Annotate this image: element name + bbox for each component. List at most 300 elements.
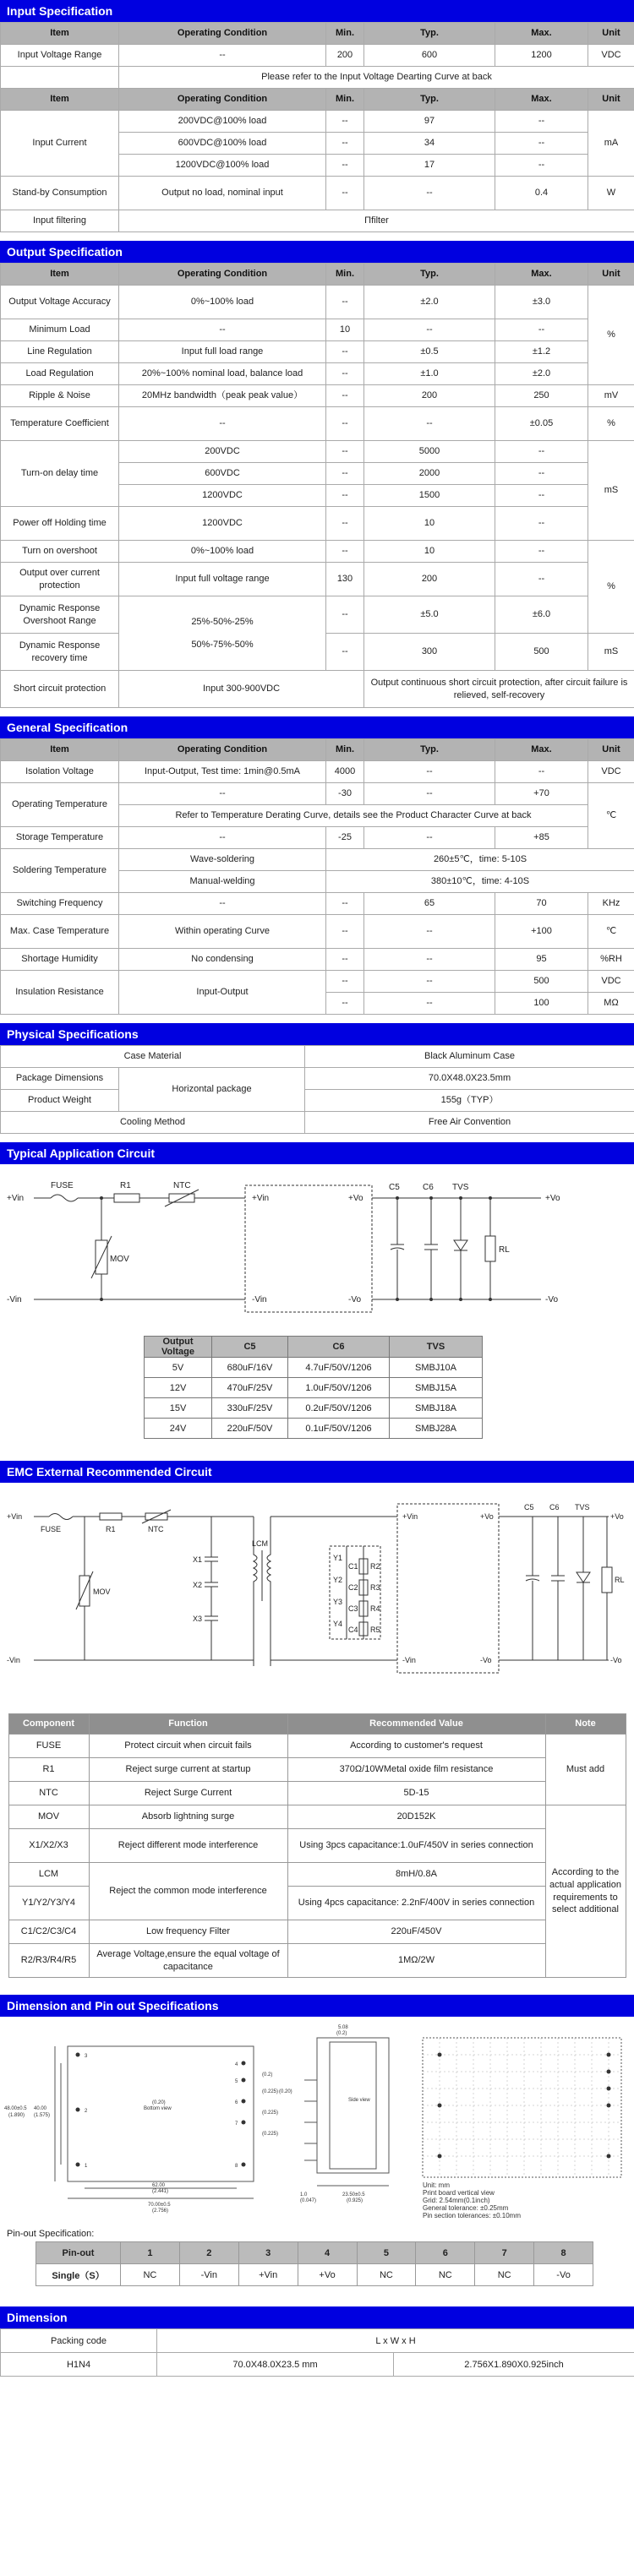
cell: mA [588,111,634,177]
cell: ±2.0 [364,286,495,319]
cell: Input filtering [1,210,119,232]
cell: -- [495,541,588,563]
th-output-voltage: Output Voltage [145,1337,212,1358]
label-r4: R4 [370,1604,380,1613]
cell: 3 [238,2242,298,2264]
cell: -- [495,319,588,341]
cell: -25 [326,827,364,849]
cell: -- [119,407,326,441]
label-module-vo-n: -Vo [480,1656,492,1664]
cell: Must add [545,1735,626,1805]
cell: ±0.5 [364,341,495,363]
table-row [1,596,634,634]
cell: 8mH/0.8A [287,1863,545,1887]
th-max: Max. [495,739,588,761]
cell: -Vin [179,2264,238,2286]
cell: 155g（TYP） [305,1090,634,1112]
cell: 20%~100% nominal load, balance load [119,363,326,385]
cell: 200VDC@100% load [119,111,326,133]
cell: 4000 [326,761,364,783]
dim-text: 62.00 [152,2183,166,2188]
dim-text: (0.2) [336,2031,347,2036]
cell: ±0.05 [495,407,588,441]
table-row [8,1805,626,1829]
cell: +Vo [298,2264,357,2286]
table-header-row [1,89,634,111]
th-typ: Typ. [364,264,495,286]
cell: mS [588,634,634,671]
cell: MΩ [588,993,634,1015]
table-row [1,441,634,463]
cell: NTC [8,1782,89,1805]
cell: NC [357,2264,416,2286]
cell: NC [121,2264,180,2286]
cell: Horizontal package [119,1068,305,1112]
cell: Stand-by Consumption [1,177,119,210]
section-output-title: Output Specification [0,241,634,263]
cell: Absorb lightning surge [89,1805,287,1829]
label-c3: C3 [348,1604,358,1613]
table-row [1,671,634,708]
cell: -- [326,133,364,155]
cell: -- [364,319,495,341]
cell: -- [364,827,495,849]
label-y3: Y3 [333,1598,343,1606]
cell: ±2.0 [495,363,588,385]
label-r2: R2 [370,1562,380,1571]
cell: 200 [364,563,495,596]
cell: VDC [588,761,634,783]
th-max: Max. [495,23,588,45]
cell: Operating Temperature [1,783,119,827]
cell: FUSE [8,1735,89,1758]
label-vin-n: -Vin [7,1295,22,1304]
th-typ: Typ. [364,739,495,761]
general-spec-table [0,738,634,1015]
table-row [1,45,634,67]
cell: -- [119,319,326,341]
dim-text: 48.00±0.5 [4,2106,27,2111]
label-c6: C6 [549,1503,560,1511]
dim-text: (0.20) [152,2100,166,2105]
cell: Average Voltage,ensure the equal voltage of capacitance [89,1944,287,1978]
cell: 200 [326,45,364,67]
cell: -- [326,463,364,485]
cell: Input 300-900VDC [119,671,364,708]
cell: LCM [8,1863,89,1887]
table-row [1,1068,634,1090]
cell: 0.2uF/50V/1206 [288,1398,390,1419]
cell: Free Air Convention [305,1112,634,1134]
cell: Storage Temperature [1,827,119,849]
table-row [8,1944,626,1978]
cell: 1.0uF/50V/1206 [288,1378,390,1398]
table-header-row [8,1714,626,1735]
th-typ: Typ. [364,89,495,111]
cell: VDC [588,45,634,67]
section-general-title: General Specification [0,716,634,738]
cell: 8 [534,2242,593,2264]
pin-label: 5 [235,2079,238,2084]
cell: 130 [326,563,364,596]
cell: 7 [475,2242,534,2264]
section-dimension-title: Dimension [0,2306,634,2328]
cell: -- [495,463,588,485]
label-rl: RL [615,1576,625,1584]
table-row [1,507,634,541]
table-header-row [1,739,634,761]
cell: 17 [364,155,495,177]
cell: According to the actual application requirements to select additional [545,1805,626,1978]
cell: 470uF/25V [212,1378,288,1398]
th-unit: Unit [588,739,634,761]
th-note: Note [545,1714,626,1735]
cell: 24V [145,1419,212,1439]
table-row [1,949,634,971]
cell: L x W x H [157,2329,634,2353]
cell: 1200VDC [119,485,326,507]
cell: 100 [495,993,588,1015]
label-ntc: NTC [173,1181,191,1190]
cell: Manual-welding [119,871,326,893]
label-tvs: TVS [575,1503,590,1511]
cell: Temperature Coefficient [1,407,119,441]
table-row [1,541,634,563]
label-fuse: FUSE [51,1181,74,1190]
table-row [145,1378,483,1398]
cell: Short circuit protection [1,671,119,708]
cell: -- [119,45,326,67]
pin-label: 7 [235,2121,238,2127]
cell: -- [326,596,364,634]
pin-label: 4 [235,2062,238,2067]
cell: KHz [588,893,634,915]
cell: Turn-on delay time [1,441,119,507]
table-header-row [36,2242,593,2264]
label-y2: Y2 [333,1576,343,1584]
cell: Input Current [1,111,119,177]
cell: -- [364,177,495,210]
cell: 10 [364,541,495,563]
cell: 1200 [495,45,588,67]
pcb-grid [423,2038,621,2177]
label-module-vo-p: +Vo [348,1194,363,1203]
th-min: Min. [326,23,364,45]
cell: Output continuous short circuit protection, after circuit failure is relieved, self-recovery [364,671,634,708]
table-row [8,1735,626,1758]
cell: According to customer's request [287,1735,545,1758]
cell: Cooling Method [1,1112,305,1134]
table-header-row [145,1337,483,1358]
cell: Minimum Load [1,319,119,341]
physical-spec-table [0,1045,634,1134]
table-row [1,971,634,993]
table-row [8,1863,626,1887]
cell: 4.7uF/50V/1206 [288,1358,390,1378]
cell: 4 [298,2242,357,2264]
cell: -- [495,111,588,133]
cell: 1 [121,2242,180,2264]
cell: Isolation Voltage [1,761,119,783]
cell: Using 4pcs capacitance: 2.2nF/400V in series connection [287,1887,545,1920]
cell: 2 [179,2242,238,2264]
label-c4: C4 [348,1626,358,1634]
label-vo-n: -Vo [610,1656,622,1664]
cell: % [588,286,634,385]
cell: MOV [8,1805,89,1829]
cell: Input Voltage Range [1,45,119,67]
cell: 500 [495,634,588,671]
cell: Reject surge current at startup [89,1758,287,1782]
cell: 1500 [364,485,495,507]
cell: -- [364,761,495,783]
label-mov: MOV [110,1255,129,1264]
table-row [1,341,634,363]
cell: 370Ω/10WMetal oxide film resistance [287,1758,545,1782]
cell: -- [495,761,588,783]
table-row [145,1398,483,1419]
cell: Shortage Humidity [1,949,119,971]
label-x1: X1 [193,1555,203,1564]
table-row [8,1758,626,1782]
dim-text: (2.756) [152,2208,169,2214]
table-row [1,761,634,783]
dim-text: (2.441) [152,2189,169,2194]
label-c5: C5 [389,1183,400,1192]
cell: 34 [364,133,495,155]
cell: Product Weight [1,1090,119,1112]
dimension-drawing [0,2017,634,2222]
label-module-vo-p: +Vo [480,1512,494,1521]
cell: 220uF/450V [287,1920,545,1944]
table-row [1,1046,634,1068]
cell: 65 [364,893,495,915]
table-row [1,111,634,133]
cell: -- [326,507,364,541]
table-header-row [1,23,634,45]
input-spec-table [0,22,634,232]
cell: Reject different mode interference [89,1829,287,1863]
dim-text: (0.225) [262,2110,279,2116]
pin-label: 2 [85,2109,88,2114]
cell: -- [495,441,588,463]
cell: Pin-out [36,2242,121,2264]
table-row [1,893,634,915]
dim-text: (1.575) [34,2113,51,2118]
cell: 10 [364,507,495,541]
dim-text: (0.925) [347,2198,363,2203]
cell: 70.0X48.0X23.5mm [305,1068,634,1090]
cell: -- [495,155,588,177]
cell: Output Voltage Accuracy [1,286,119,319]
th-component: Component [8,1714,89,1735]
cell: -Vo [534,2264,593,2286]
table-row [8,1920,626,1944]
dim-text: (0.20) [279,2089,292,2094]
cell: 20MHz bandwidth（peak peak value） [119,385,326,407]
table-row [1,67,634,89]
cell: Black Aluminum Case [305,1046,634,1068]
cell: ±6.0 [495,596,588,634]
cell: -- [364,971,495,993]
pin-label: 8 [235,2164,238,2169]
th-cond: Operating Condition [119,264,326,286]
table-row [145,1358,483,1378]
cell: R2/R3/R4/R5 [8,1944,89,1978]
dim-text: 5.08 [338,2025,348,2030]
cell: % [588,541,634,634]
cell: -- [364,783,495,805]
cell: Insulation Resistance [1,971,119,1015]
cell: 25%-50%-25% 50%-75%-50% [119,596,326,671]
cell: Package Dimensions [1,1068,119,1090]
cell: W [588,177,634,210]
th-cond: Operating Condition [119,23,326,45]
cell: No condensing [119,949,326,971]
cell: 200 [364,385,495,407]
dim-note: Unit: mm [423,2181,450,2189]
table-row [1,286,634,319]
cell: 5 [357,2242,416,2264]
label-vin-p: +Vin [7,1194,25,1203]
section-physical-title: Physical Specifications [0,1023,634,1045]
cell: NC [475,2264,534,2286]
label-ntc: NTC [148,1525,164,1533]
cell: 5D-15 [287,1782,545,1805]
th-min: Min. [326,264,364,286]
table-row [1,363,634,385]
label-vo-p: +Vo [610,1512,624,1521]
cell: 260±5℃，time: 5-10S [326,849,634,871]
cell: -- [364,915,495,949]
cell: -- [326,155,364,177]
label-c2: C2 [348,1583,358,1592]
cell: -- [326,363,364,385]
label-lcm: LCM [252,1539,269,1548]
label-vin-p: +Vin [7,1512,23,1521]
table-row [1,319,634,341]
cell: -- [326,286,364,319]
cell: -- [326,893,364,915]
cell: Case Material [1,1046,305,1068]
cell: -- [326,341,364,363]
cell: Switching Frequency [1,893,119,915]
th-item: Item [1,739,119,761]
cell: 330uF/25V [212,1398,288,1419]
th-item: Item [1,264,119,286]
th-cond: Operating Condition [119,739,326,761]
dim-text: 40.00 [34,2106,47,2111]
cell: -- [326,441,364,463]
cell: +85 [495,827,588,849]
cell: Please refer to the Input Voltage Dearting Curve at back [119,67,634,89]
cell: Single（S） [36,2264,121,2286]
cell: Power off Holding time [1,507,119,541]
th-min: Min. [326,89,364,111]
cell: 0.4 [495,177,588,210]
cell: -- [326,971,364,993]
dim-note: General tolerance: ±0.25mm [423,2204,509,2212]
pinout-label: Pin-out Specification: [7,2229,95,2239]
cell: Πfilter [119,210,634,232]
th-unit: Unit [588,264,634,286]
dim-text: 1.0 [300,2192,308,2197]
pin-label: 3 [85,2054,88,2059]
cell: 5V [145,1358,212,1378]
label-vo-p: +Vo [545,1194,560,1203]
dim-text: 23.50±0.5 [342,2192,365,2197]
cell: 1MΩ/2W [287,1944,545,1978]
cell: VDC [588,971,634,993]
table-row [1,1112,634,1134]
pin-label: 6 [235,2100,238,2105]
cell: 1200VDC [119,507,326,541]
cell: Reject the common mode interference [89,1863,287,1920]
th-max: Max. [495,89,588,111]
pin-label: 1 [85,2164,88,2169]
label-r3: R3 [370,1583,380,1592]
th-min: Min. [326,739,364,761]
label-module-vin-n: -Vin [252,1295,267,1304]
cell: R1 [8,1758,89,1782]
th-max: Max. [495,264,588,286]
cell: -- [364,993,495,1015]
th-value: Recommended Value [287,1714,545,1735]
cell: mV [588,385,634,407]
label-mov: MOV [93,1588,111,1596]
label-c1: C1 [348,1562,358,1571]
label-rl: RL [499,1245,510,1255]
table-row [145,1419,483,1439]
cell: SMBJ10A [390,1358,483,1378]
cell: 600VDC [119,463,326,485]
cell: 70 [495,893,588,915]
cell: -- [495,485,588,507]
table-row [1,2353,634,2377]
cell: Using 3pcs capacitance:1.0uF/450V in series connection [287,1829,545,1863]
dim-text: (1.890) [8,2113,25,2118]
label-vo-n: -Vo [545,1295,559,1304]
table-row [1,385,634,407]
cell: ±1.2 [495,341,588,363]
cell: -- [326,993,364,1015]
label-r1: R1 [106,1525,116,1533]
cell: 680uF/16V [212,1358,288,1378]
th-c5: C5 [212,1337,288,1358]
table-row [1,915,634,949]
cell: 12V [145,1378,212,1398]
label-c6: C6 [423,1183,434,1192]
cell: Dynamic Response recovery time [1,634,119,671]
dim-text: 70.00±0.5 [148,2203,171,2208]
table-header-row [1,264,634,286]
app-circuit-diagram [0,1164,634,1439]
cell: ±5.0 [364,596,495,634]
label-module-vo-n: -Vo [348,1295,362,1304]
cell: 5000 [364,441,495,463]
section-input-title: Input Specification [0,0,634,22]
dimension-table [0,2328,634,2377]
bottom-view-label: Bottom view [144,2106,172,2111]
table-row [1,563,634,596]
cell: -- [326,385,364,407]
cell: 0%~100% load [119,541,326,563]
label-x3: X3 [193,1615,203,1623]
table-row [1,177,634,210]
section-dimension-pinout-title: Dimension and Pin out Specifications [0,1995,634,2017]
cell: NC [416,2264,475,2286]
cell: ℃ [588,783,634,849]
